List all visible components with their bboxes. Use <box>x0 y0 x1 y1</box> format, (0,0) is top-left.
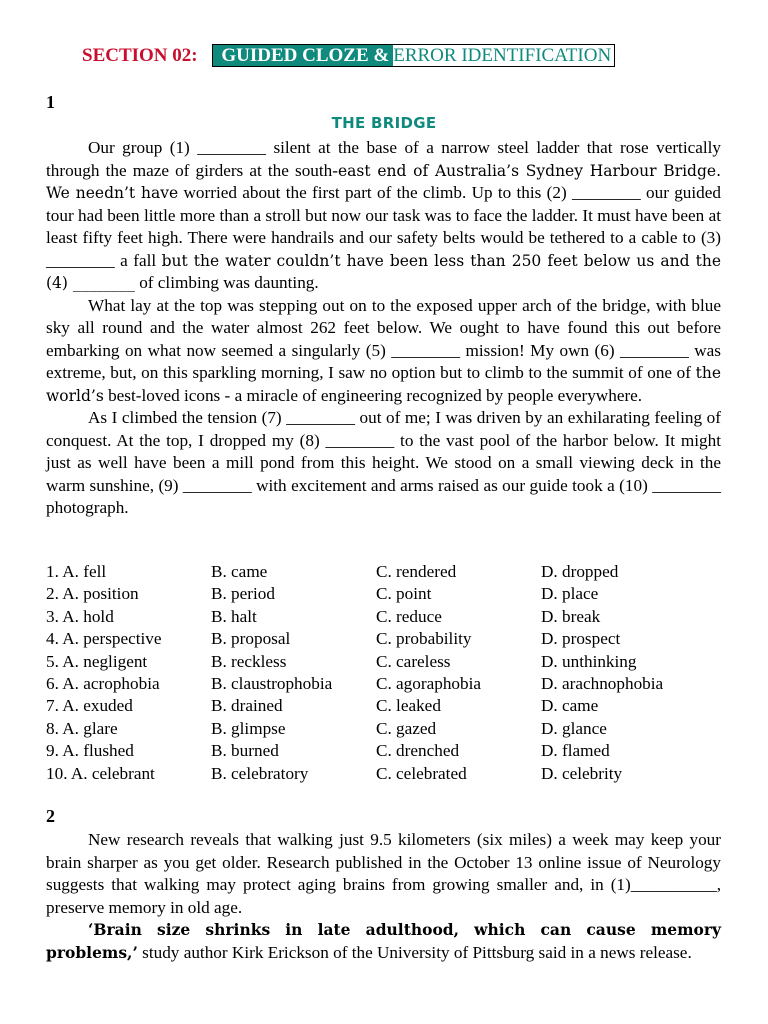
option-a: 6. A. acrophobia <box>46 674 160 694</box>
option-row <box>46 695 721 717</box>
option-b: B. burned <box>211 741 279 761</box>
passage-title: THE BRIDGE <box>331 114 437 132</box>
option-b: B. celebratory <box>211 763 309 783</box>
option-b: B. proposal <box>211 629 291 649</box>
p2-text-b: the world’s <box>46 364 721 405</box>
option-c: C. point <box>376 584 432 604</box>
p1-text-d: but the water couldn’t have been less than 250 feet below us and the (4) ________ <box>46 251 721 292</box>
option-row <box>46 740 721 762</box>
option-d: D. glance <box>541 718 607 738</box>
option-d: D. celebrity <box>541 763 623 783</box>
option-a: 8. A. glare <box>46 718 118 738</box>
option-b: B. glimpse <box>211 718 286 738</box>
option-row <box>46 673 721 695</box>
passage-1-paragraph-1 <box>46 137 721 295</box>
option-row <box>46 606 721 628</box>
option-d: D. break <box>541 606 601 626</box>
p1-text-b: east end of Australia’s Sydney Harbour Bridge. We needn’t have <box>46 161 722 202</box>
exercise-2-number: 2 <box>46 806 55 826</box>
option-d: D. unthinking <box>541 651 637 671</box>
option-a: 10. A. celebrant <box>46 763 155 783</box>
option-a: 2. A. position <box>46 584 139 604</box>
option-c: C. gazed <box>376 718 437 738</box>
option-c: C. probability <box>376 629 472 649</box>
option-row <box>46 718 721 740</box>
option-d: D. place <box>541 584 599 604</box>
option-row <box>46 763 721 785</box>
option-d: D. came <box>541 696 599 716</box>
option-c: C. reduce <box>376 606 442 626</box>
option-d: D. flamed <box>541 741 610 761</box>
option-a: 1. A. fell <box>46 562 107 581</box>
section-label: SECTION 02: <box>82 45 198 66</box>
option-b: B. reckless <box>211 651 287 671</box>
p1-text-c: worried about the first part of the climb. Up to this (2) ________ our guided tour had been little more than a stroll but now our task was to face the ladder. It must have been at least fifty feet high. There were handrails and our safety belts would be tethered to a cable to (3) ________ a fall <box>46 183 721 270</box>
option-row <box>46 583 721 605</box>
option-c: C. drenched <box>376 741 460 761</box>
option-c: C. careless <box>376 651 451 671</box>
option-a: 9. A. flushed <box>46 741 134 761</box>
section-title-part1: GUIDED CLOZE & <box>213 45 393 66</box>
section-title-part2: ERROR IDENTIFICATION <box>393 45 612 66</box>
option-c: C. leaked <box>376 696 441 716</box>
option-b: B. halt <box>211 606 257 626</box>
option-b: B. period <box>211 584 275 604</box>
answer-options <box>46 561 721 785</box>
section-title-box <box>212 44 615 67</box>
option-d: D. arachnophobia <box>541 674 664 694</box>
exercise-1-number: 1 <box>46 92 55 112</box>
passage-1-paragraph-2 <box>46 295 721 408</box>
p1-text-a: Our group (1) ________ silent at the base of a narrow steel ladder that rose vertically through the maze of girders at the south- <box>46 138 721 180</box>
passage-2-paragraph-1: New research reveals that walking just 9.5 kilometers (six miles) a week may keep your brain sharper as you get older. Research published in the October 13 online issue of Neurology suggests that walking may protect aging brains from growing smaller and, in (1)__________, preserve memory in old age. <box>46 830 721 917</box>
option-row <box>46 651 721 673</box>
option-c: C. celebrated <box>376 763 467 783</box>
option-a: 4. A. perspective <box>46 629 162 649</box>
passage-1 <box>46 137 721 520</box>
quote-text: ‘Brain size shrinks in late adulthood, which can cause memory problems,’ <box>46 920 721 962</box>
p2-text-c: best-loved icons - a miracle of engineering recognized by people everywhere. <box>103 385 643 405</box>
section-heading <box>82 44 615 67</box>
option-b: B. drained <box>211 696 283 716</box>
option-c: C. agoraphobia <box>376 674 482 694</box>
p2-attribution: study author Kirk Erickson of the University of Pittsburg said in a news release. <box>137 942 692 962</box>
passage-2 <box>46 829 721 964</box>
option-d: D. prospect <box>541 629 621 649</box>
option-a: 3. A. hold <box>46 606 114 626</box>
option-row <box>46 561 721 583</box>
option-d: D. dropped <box>541 562 619 581</box>
passage-2-paragraph-2 <box>46 919 721 964</box>
passage-1-paragraph-3: As I climbed the tension (7) ________ out of me; I was driven by an exhilarating feeling of conquest. At the top, I dropped my (8) ________ to the vast pool of the harbor below. It might just as well have been a mill pond from this height. We stood on a small viewing deck in the warm sunshine, (9) ________ with excitement and arms raised as our guide took a (10) ________ photograph. <box>46 408 721 517</box>
option-b: B. claustrophobia <box>211 674 333 694</box>
p2-text-a: What lay at the top was stepping out on to the exposed upper arch of the bridge, with blue sky all round and the water almost 262 feet below. We ought to have found this out before embarking on what now seemed a singularly (5) ________ mission! My own (6) ________ was extreme, but, on this sparkling morning, I saw no option but to climb to the summit of one of <box>46 295 721 382</box>
option-a: 7. A. exuded <box>46 696 133 716</box>
option-c: C. rendered <box>376 562 457 581</box>
p1-text-e: of climbing was daunting. <box>134 273 319 292</box>
option-row <box>46 628 721 650</box>
option-a: 5. A. negligent <box>46 651 148 671</box>
option-b: B. came <box>211 562 268 581</box>
